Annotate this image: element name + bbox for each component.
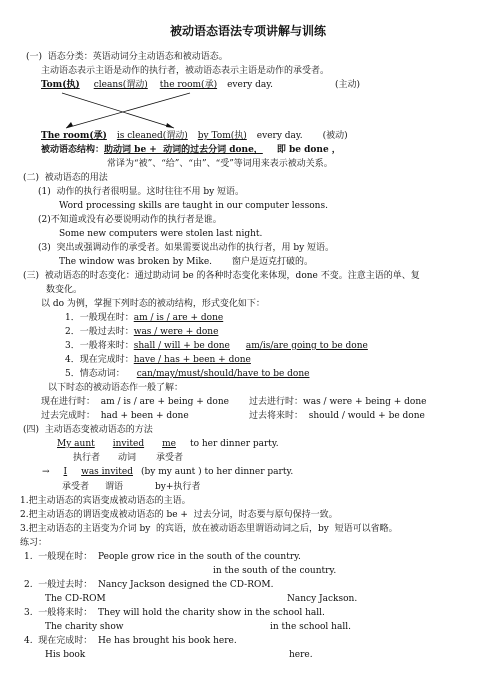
ex-verb: invited [112, 439, 145, 449]
pv-role-patient: 承受者 [62, 482, 90, 492]
passive-adv: every day. [256, 131, 303, 141]
passive-subj: The room(承) [41, 131, 107, 141]
s3-heading: (三) 被动语态的时态变化：通过助动词 be 的各种时态变化来体现，done 不变。注意主语的单、复 [23, 271, 420, 281]
page-title: 被动语态语法专项讲解与训练 [169, 24, 326, 38]
tense-row [65, 368, 309, 380]
s3-heading-cont: 数变化。 [46, 285, 83, 295]
practice-q2-blank-end: Nancy Jackson. [287, 594, 358, 604]
s2-p1-example: Word processing skills are taught in our computer lessons. [59, 201, 328, 211]
practice-q1: 1. 一般现在时： People grow rice in the south of the country. [24, 552, 301, 562]
s2-heading: (二) 被动语态的用法 [23, 173, 108, 183]
rule-3: 3.把主动语态的主语变为介词 by 的宾语，放在被动语态里谓语动词之后，by 短语可以省略。 [20, 524, 398, 534]
s4-passive-example [42, 466, 293, 478]
rule-1: 1.把主动语态的宾语变成被动语态的主语。 [20, 496, 191, 506]
practice-q3-blank-start: The charity show [45, 622, 124, 632]
arrowhead-agent [166, 123, 174, 128]
translation-note: 常译为“被”、“给”、“由”、“受”等词用来表示被动关系。 [107, 159, 333, 169]
tense-row [65, 312, 223, 324]
tense-name: 3．一般将来时： [65, 341, 134, 351]
pv-subject: I [63, 467, 68, 477]
s4-heading: (四) 主动语态变被动语态的方法 [23, 425, 153, 435]
tense-row [65, 354, 251, 366]
practice-q3: 3. 一般将来时： They will hold the charity show in the school hall. [24, 608, 325, 618]
active-subj: Tom(执) [41, 80, 80, 90]
tense-name: 2．一般过去时： [65, 327, 134, 337]
role-patient: 承受者 [156, 453, 184, 463]
passive-tag: (被动) [322, 131, 348, 141]
tense-formula: have / has + been + done [133, 355, 251, 365]
tense-formula-alt: am/is/are going to be done [245, 341, 368, 351]
s2-p2-example: Some new computers were stolen last night. [59, 229, 263, 239]
ex-object: me [162, 439, 176, 449]
tense-name: 5．情态动词： [65, 369, 125, 379]
tense-row [65, 326, 218, 338]
tense-formula: can/may/must/should/have to be done [136, 369, 310, 379]
s4-passive-roles [62, 481, 200, 493]
arrow-object-to-subject [66, 93, 190, 128]
rule-2: 2.把主动语态的谓语变成被动语态的 be + 过去分词，时态要与原句保持一致。 [20, 510, 338, 520]
pv-role-predicate: 谓语 [105, 482, 124, 492]
ex-rest: to her dinner party. [189, 439, 279, 449]
tense-formula: am / is / are + done [133, 313, 224, 323]
tense-formula: shall / will + be done [133, 341, 230, 351]
practice-q4: 4. 现在完成时： He has brought his book here. [24, 636, 237, 646]
tense-name: 4．现在完成时： [65, 355, 134, 365]
s1-desc: 主动语态表示主语是动作的执行者，被动语态表示主语是动作的承受者。 [41, 66, 330, 76]
other-tense-1a: 现在进行时： am / is / are + being + done [41, 397, 229, 407]
practice-q3-blank-end: in the school hall. [270, 622, 351, 632]
s2-p3-example: The window was broken by Mike. 窗户是迈克打破的。 [59, 257, 314, 267]
right-arrow-icon: → [42, 467, 50, 477]
active-sentence [41, 79, 360, 91]
tense-name: 1．一般现在时： [65, 313, 134, 323]
s4-roles [73, 452, 183, 464]
practice-q2: 2. 一般过去时： Nancy Jackson designed the CD-ROM. [24, 580, 274, 590]
pv-role-agent: by+执行者 [155, 482, 201, 492]
s1-heading: (一) 语态分类：英语动词分主动语态和被动语态。 [26, 52, 228, 62]
arrow-subject-to-agent [62, 93, 174, 128]
passive-verb: is cleaned(谓动) [116, 131, 188, 141]
structure-formula: 助动词 be + 动词的过去分词 done， [104, 145, 263, 155]
practice-q4-blank-start: His book [45, 650, 86, 660]
other-tense-1b: 过去进行时：was / were + being + done [249, 397, 427, 407]
ex-subject: My aunt [57, 439, 95, 449]
pv-rest: (by my aunt ) to her dinner party. [141, 467, 294, 477]
tense-formula: was / were + done [133, 327, 219, 337]
s2-p1: (1) 动作的执行者很明显。这时往往不用 by 短语。 [38, 187, 245, 197]
other-tense-2a: 过去完成时： had + been + done [41, 411, 189, 421]
structure-line [41, 144, 341, 156]
practice-q4-blank-end: here. [289, 650, 313, 660]
active-tag: (主动) [334, 80, 360, 90]
structure-label: 被动语态结构： [41, 145, 105, 155]
tense-row [65, 340, 368, 352]
pv-verb: was invited [81, 467, 133, 477]
arrowhead-subject [66, 122, 73, 128]
s3-intro: 以 do 为例，掌握下列时态的被动结构，形式变化如下： [41, 299, 265, 309]
practice-q1-answer-line: in the south of the country. [213, 566, 337, 576]
others-intro: 以下时态的被动语态作一般了解： [48, 383, 184, 393]
s4-active-example [57, 438, 279, 450]
practice-heading: 练习： [20, 538, 48, 548]
active-obj: the room(承) [159, 80, 218, 90]
s2-p3: (3) 突出或强调动作的承受者。如果需要说出动作的执行者，用 by 短语。 [38, 243, 335, 253]
role-agent: 执行者 [73, 453, 101, 463]
passive-sentence [41, 130, 348, 142]
active-adv: every day. [227, 80, 273, 90]
other-tense-2b: 过去将来时： should / would + be done [249, 411, 425, 421]
role-verb: 动词 [118, 453, 137, 463]
active-verb: cleans(谓动) [93, 80, 148, 90]
practice-q2-blank-start: The CD-ROM [45, 594, 106, 604]
passive-agent: by Tom(执) [197, 131, 247, 141]
s2-p2: (2)不知道或没有必要说明动作的执行者是谁。 [38, 215, 222, 225]
structure-short: 即 be done ， [276, 145, 341, 155]
